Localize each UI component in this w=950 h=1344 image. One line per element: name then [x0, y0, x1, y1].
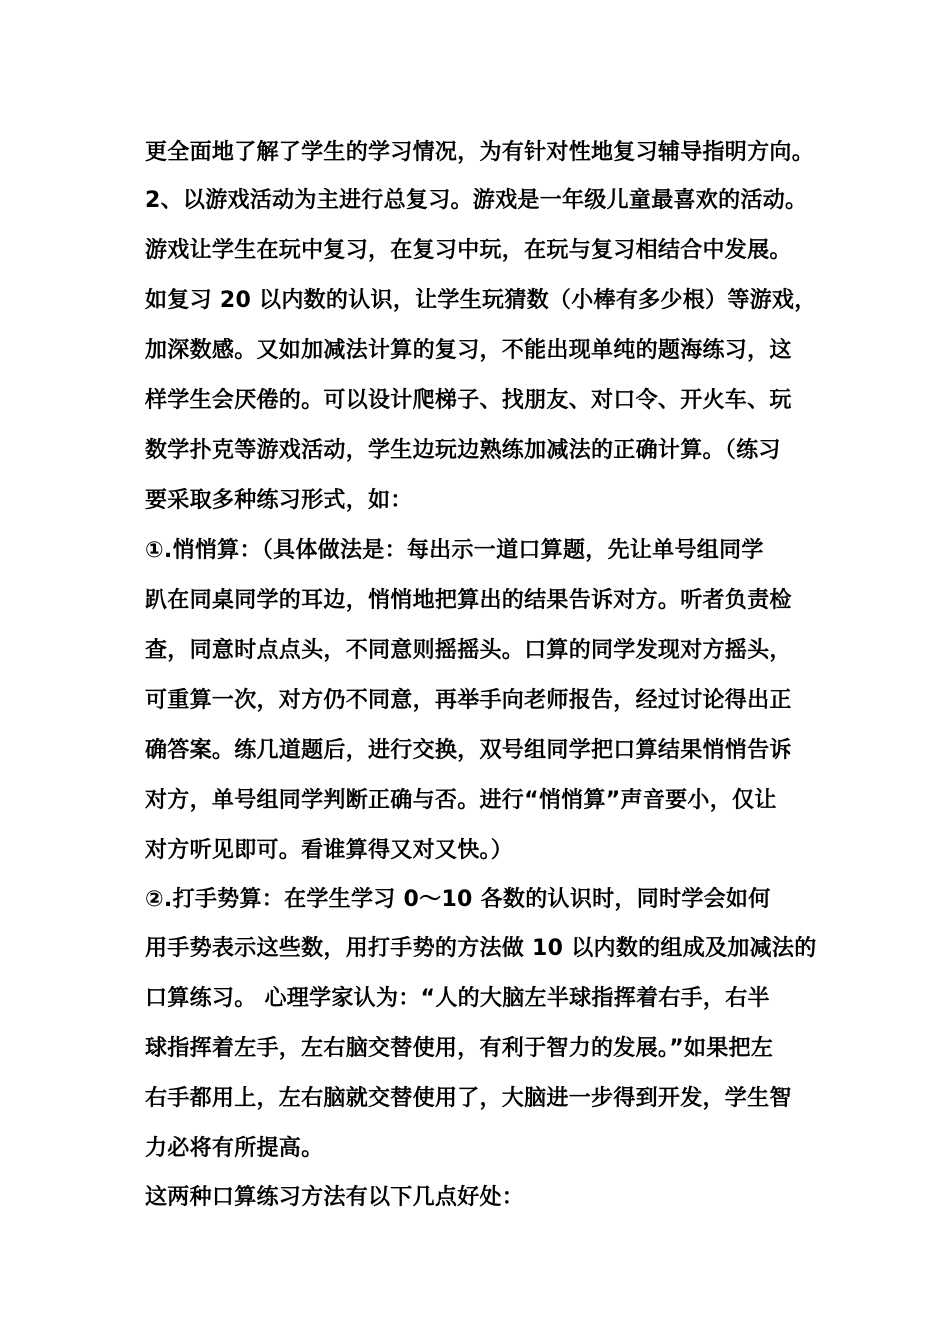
- text-line: 力必将有所提高。: [145, 1136, 324, 1161]
- text-line: 加深数感。又如加减法计算的复习，不能出现单纯的题海练习，这: [145, 338, 792, 363]
- text-line: 更全面地了解了学生的学习情况，为有针对性地复习辅导指明方向。: [145, 140, 815, 165]
- text-line: 对方听见即可。看谁算得又对又快。）: [145, 838, 514, 863]
- text-line: 这两种口算练习方法有以下几点好处：: [145, 1185, 525, 1210]
- text-line: 用手势表示这些数，用打手势的方法做 10 以内数的组成及加减法的: [145, 936, 817, 961]
- text-line: 查，同意时点点头，不同意则摇摇头。口算的同学发现对方摇头，: [145, 638, 792, 663]
- text-line: 数学扑克等游戏活动，学生边玩边熟练加减法的正确计算。（练习: [145, 438, 781, 463]
- text-line: 对方，单号组同学判断正确与否。进行“悄悄算”声音要小，仅让: [145, 788, 777, 813]
- text-line: 确答案。练几道题后，进行交换，双号组同学把口算结果悄悄告诉: [145, 738, 792, 763]
- text-line: 趴在同桌同学的耳边，悄悄地把算出的结果告诉对方。听者负责检: [145, 588, 792, 613]
- text-line: 2、以游戏活动为主进行总复习。游戏是一年级儿童最喜欢的活动。: [145, 188, 808, 213]
- text-line: 口算练习。 心理学家认为：“人的大脑左半球指挥着右手，右半: [145, 986, 770, 1011]
- text-line: ①.悄悄算：（具体做法是：每出示一道口算题，先让单号组同学: [145, 538, 764, 563]
- text-line: 可重算一次，对方仍不同意，再举手向老师报告，经过讨论得出正: [145, 688, 792, 713]
- text-line: 游戏让学生在玩中复习，在复习中玩，在玩与复习相结合中发展。: [145, 238, 792, 263]
- text-line: 要采取多种练习形式，如：: [145, 488, 413, 513]
- text-line: 如复习 20 以内数的认识，让学生玩猜数（小棒有多少根）等游戏，: [145, 288, 817, 313]
- text-line: 球指挥着左手，左右脑交替使用，有利于智力的发展。”如果把左: [145, 1036, 774, 1061]
- text-line: 样学生会厌倦的。可以设计爬梯子、找朋友、对口令、开火车、玩: [145, 388, 792, 413]
- text-line: ②.打手势算：在学生学习 0～10 各数的认识时，同时学会如何: [145, 887, 771, 912]
- text-line: 右手都用上，左右脑就交替使用了，大脑进一步得到开发，学生智: [145, 1086, 792, 1111]
